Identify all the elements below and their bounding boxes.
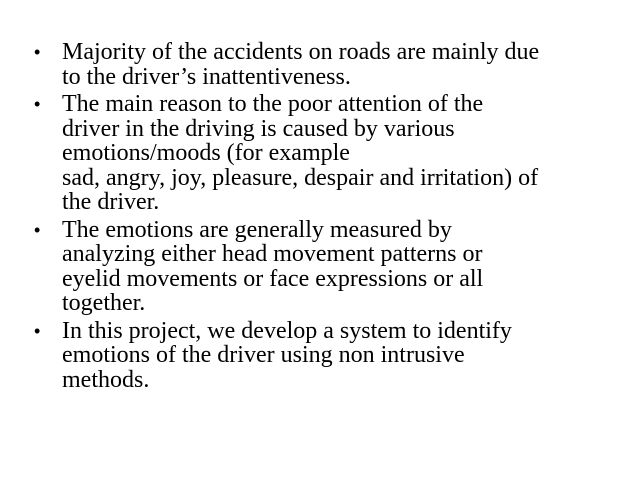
bullet-line: sad, angry, joy, pleasure, despair and irritation) of <box>62 164 539 191</box>
bullet-line: In this project, we develop a system to identify <box>62 317 512 344</box>
bullet-list <box>34 40 604 392</box>
bullet-line: The emotions are generally measured by <box>62 216 452 243</box>
bullet-line: methods. <box>62 366 150 393</box>
bullet-line: together. <box>62 290 146 316</box>
bullet-item-4 <box>34 319 604 393</box>
bullet-line: driver in the driving is caused by various <box>62 115 455 142</box>
bullet-dot-icon: • <box>34 42 41 62</box>
bullet-line: to the driver’s inattentiveness. <box>62 63 351 90</box>
bullet-line: analyzing either head movement patterns or <box>62 241 483 267</box>
bullet-line: Majority of the accidents on roads are mainly due <box>62 39 540 65</box>
bullet-dot-icon: • <box>34 94 41 114</box>
bullet-item-2 <box>34 92 604 215</box>
bullet-dot-icon: • <box>34 219 41 240</box>
bullet-item-3 <box>34 218 604 316</box>
bullet-line: the driver. <box>62 189 160 215</box>
bullet-line: emotions of the driver using non intrusive <box>62 342 465 368</box>
bullet-item-1 <box>34 40 604 89</box>
bullet-line: eyelid movements or face expressions or all <box>62 265 484 292</box>
bullet-dot-icon: • <box>34 320 41 341</box>
bullet-line: The main reason to the poor attention of the <box>62 91 484 117</box>
bullet-line: emotions/moods (for example <box>62 140 350 166</box>
